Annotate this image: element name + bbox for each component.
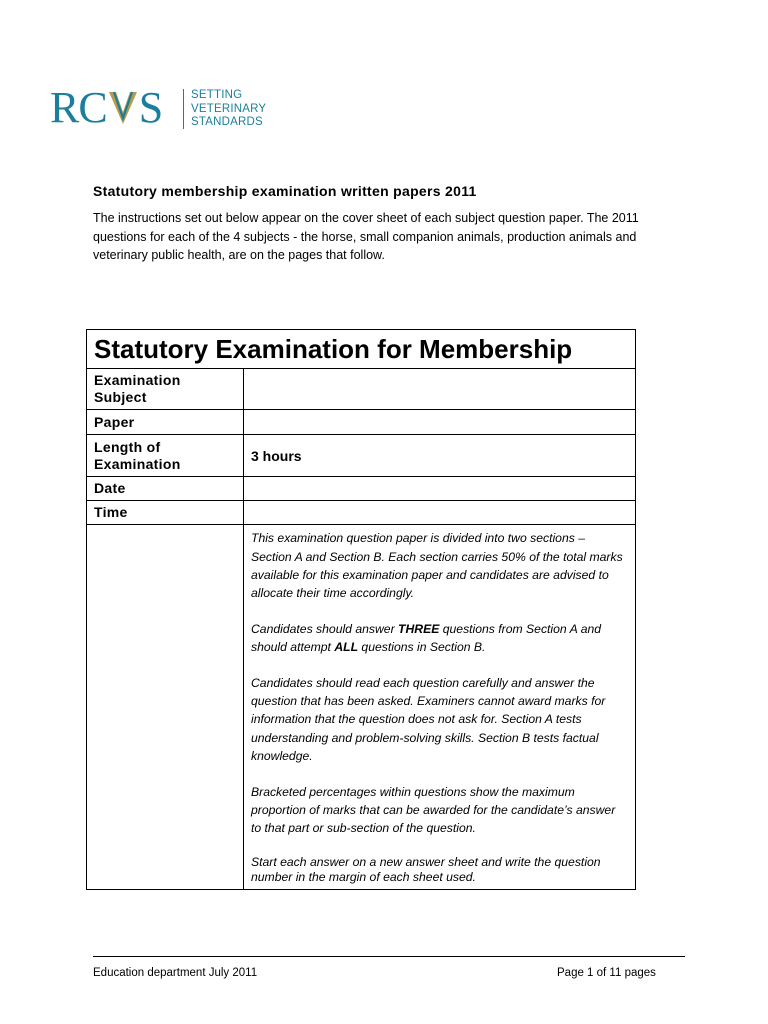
row-label-paper: Paper (87, 410, 244, 435)
table-row (87, 410, 636, 435)
table-row (87, 477, 636, 501)
row-value-length: 3 hours (244, 435, 636, 477)
instruction-text: questions in Section B. (358, 640, 486, 655)
instructions-blank-cell (87, 525, 244, 890)
instruction-emphasis: THREE (398, 621, 440, 636)
logo-tagline (191, 89, 266, 130)
instruction-emphasis: ALL (334, 640, 359, 655)
logo-letters-right: S (138, 83, 163, 132)
footer-page-number: Page 1 of 11 pages (557, 967, 656, 979)
row-label-length: Length of Examination (87, 435, 244, 477)
table-row (87, 435, 636, 477)
document-title: Statutory membership examination written papers 2011 (93, 183, 477, 199)
tagline-line: STANDARDS (191, 116, 263, 128)
table-row (87, 369, 636, 410)
row-value-subject (244, 369, 636, 410)
rcvs-logo (50, 80, 280, 140)
instruction-text: Candidates should answer (251, 621, 399, 636)
logo-letters-left: RC (50, 83, 107, 132)
instruction-percentages: Bracketed percentages within questions show the maximum proportion of marks that can be awarded for the candidate’s answer to that part or sub-section of the question. (251, 784, 616, 836)
instruction-read-carefully: Candidates should read each question carefully and answer the question that has been asked. Examiners cannot award marks for information that the question does not ask for. Section A tests understanding and problem-solving skills. Section B tests factual knowledge. (251, 675, 606, 764)
instruction-answer-count (251, 620, 628, 657)
table-row (87, 501, 636, 525)
instructions-row (87, 525, 636, 890)
intro-paragraph: The instructions set out below appear on the cover sheet of each subject question paper. The 2011 questions for each of the 4 subjects - the horse, small companion animals, production animals and veterinary public health, are on the pages that follow. (93, 211, 639, 262)
logo-wordmark (50, 84, 162, 132)
instructions-cell (244, 525, 636, 890)
instruction-answer-sheet: Start each answer on a new answer sheet and write the question number in the margin of each sheet used. (251, 854, 601, 884)
shield-icon (108, 86, 138, 126)
row-label-date: Date (87, 477, 244, 501)
footer-divider (93, 956, 685, 957)
tagline-line: SETTING (191, 89, 243, 101)
instruction-sections: This examination question paper is divided into two sections – Section A and Section B. Each section carries 50% of the total marks available for this examination paper and candidates are advised to allocate their time accordingly. (251, 531, 623, 601)
row-label-subject: Examination Subject (87, 369, 244, 410)
exam-table-title: Statutory Examination for Membership (87, 330, 636, 369)
row-value-time (244, 501, 636, 525)
row-label-time: Time (87, 501, 244, 525)
tagline-line: VETERINARY (191, 102, 267, 115)
exam-cover-table (86, 329, 636, 890)
footer-department: Education department July 2011 (93, 967, 258, 979)
row-value-date (244, 477, 636, 501)
logo-divider (183, 89, 184, 129)
row-value-paper (244, 410, 636, 435)
instruction-text: questions from Section A and should attempt (251, 621, 602, 655)
